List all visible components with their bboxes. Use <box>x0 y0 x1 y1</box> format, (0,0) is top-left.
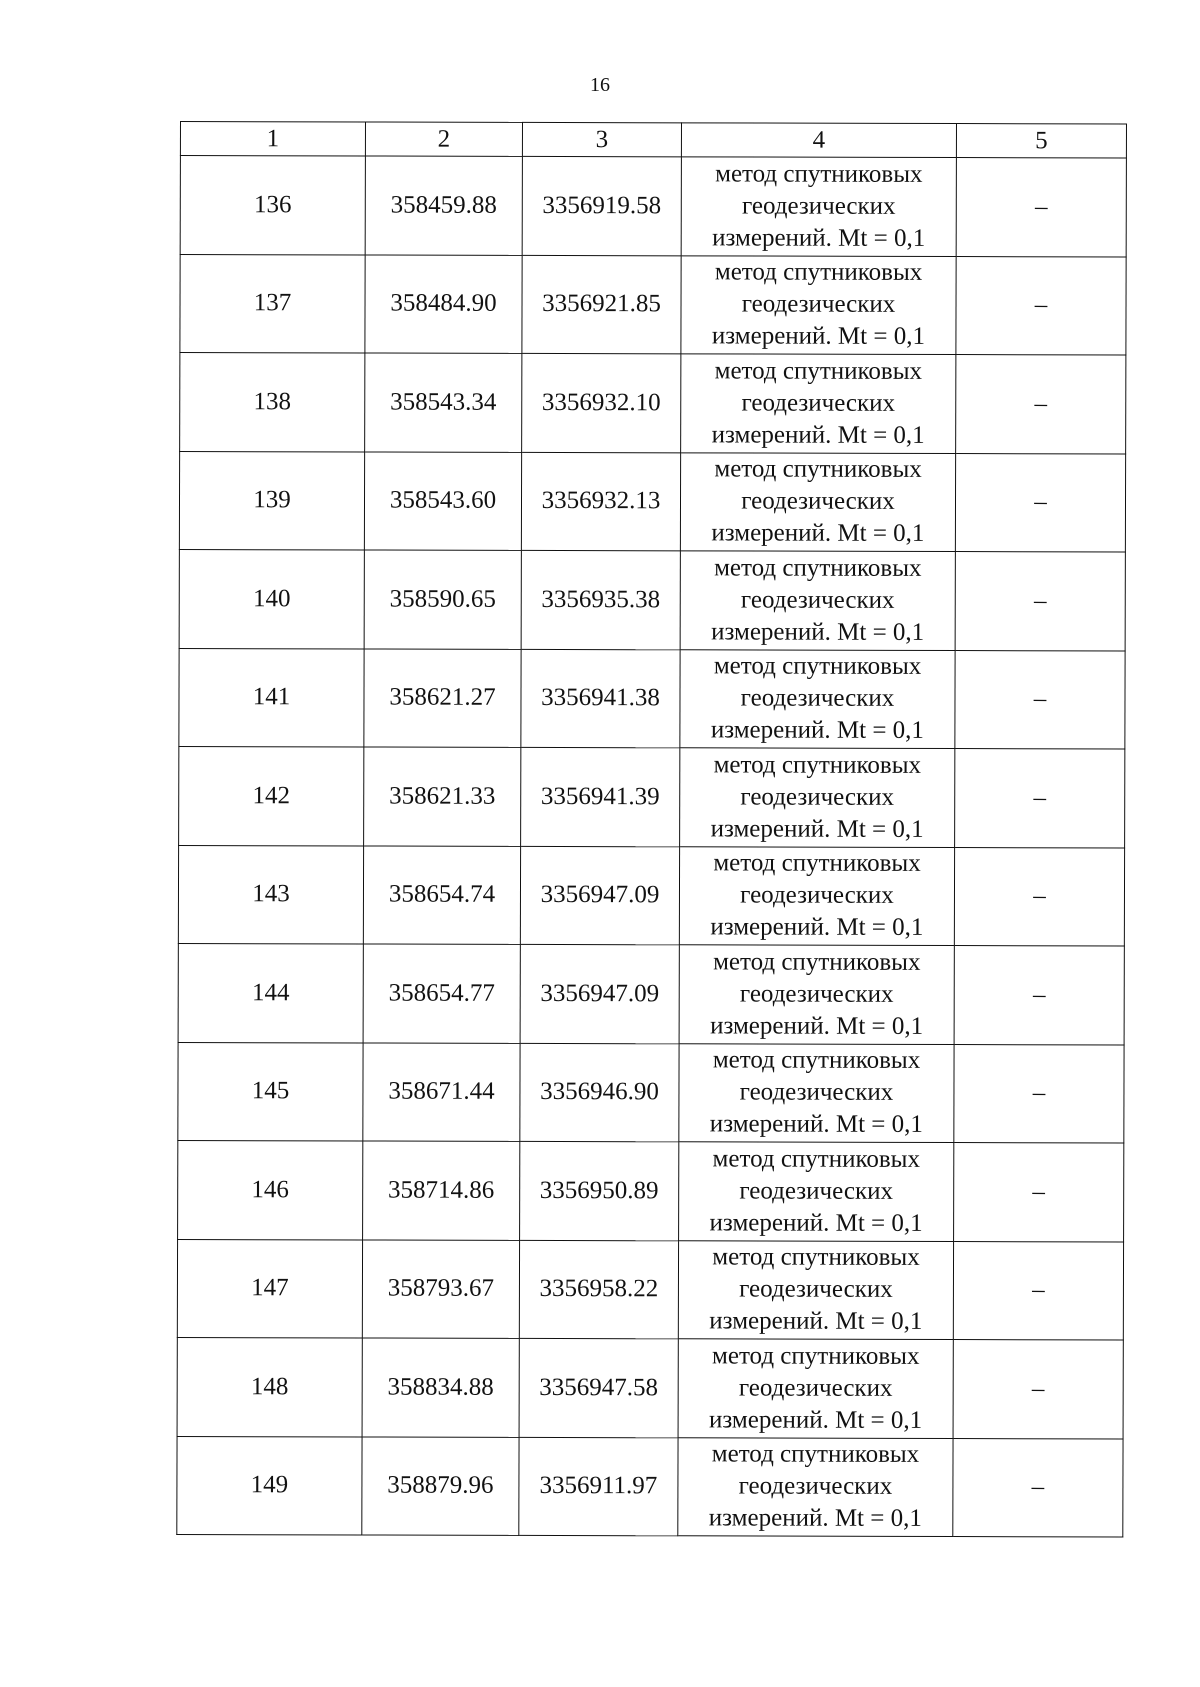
method-cell: метод спутниковых геодезических измерений. Mt = 0,1 <box>680 551 955 650</box>
column-header-5: 5 <box>956 124 1126 158</box>
y-coordinate-cell: 3356911.97 <box>519 1437 678 1536</box>
table-row <box>179 451 1125 552</box>
method-cell: метод спутниковых геодезических измерений. Mt = 0,1 <box>679 1142 954 1241</box>
method-cell: метод спутниковых геодезических измерений. Mt = 0,1 <box>679 945 954 1044</box>
x-coordinate-cell: 358590.65 <box>364 550 521 649</box>
table-row <box>177 1337 1123 1438</box>
method-cell: метод спутниковых геодезических измерений. Mt = 0,1 <box>680 748 955 847</box>
point-number-cell: 136 <box>180 156 365 255</box>
table-row <box>180 254 1126 355</box>
note-cell: – <box>955 453 1125 552</box>
method-cell: метод спутниковых геодезических измерений. Mt = 0,1 <box>681 354 956 453</box>
x-coordinate-cell: 358834.88 <box>362 1338 519 1437</box>
point-number-cell: 138 <box>180 353 365 452</box>
method-cell: метод спутниковых геодезических измерений. Mt = 0,1 <box>679 846 954 945</box>
point-number-cell: 139 <box>179 451 364 550</box>
x-coordinate-cell: 358654.74 <box>363 845 520 944</box>
y-coordinate-cell: 3356947.58 <box>519 1338 678 1437</box>
x-coordinate-cell: 358671.44 <box>363 1042 520 1141</box>
table-row <box>177 1436 1123 1537</box>
point-number-cell: 137 <box>180 254 365 353</box>
y-coordinate-cell: 3356950.89 <box>520 1141 679 1240</box>
note-cell: – <box>956 355 1126 454</box>
note-cell: – <box>953 1340 1123 1439</box>
table-row <box>177 1239 1123 1340</box>
method-cell: метод спутниковых геодезических измерений. Mt = 0,1 <box>681 255 956 354</box>
point-number-cell: 141 <box>179 648 364 747</box>
method-cell: метод спутниковых геодезических измерений. Mt = 0,1 <box>680 649 955 748</box>
x-coordinate-cell: 358621.27 <box>364 648 521 747</box>
table-row <box>178 943 1124 1044</box>
point-number-cell: 142 <box>179 746 364 845</box>
point-number-cell: 145 <box>178 1042 363 1141</box>
method-cell: метод спутниковых геодезических измерений. Mt = 0,1 <box>679 1043 954 1142</box>
table-row <box>180 353 1126 454</box>
note-cell: – <box>956 256 1126 355</box>
column-header-3: 3 <box>522 122 681 156</box>
column-header-2: 2 <box>365 122 522 156</box>
point-number-cell: 144 <box>178 943 363 1042</box>
x-coordinate-cell: 358654.77 <box>363 944 520 1043</box>
table-row <box>179 549 1125 650</box>
note-cell: – <box>955 552 1125 651</box>
y-coordinate-cell: 3356921.85 <box>522 255 681 354</box>
x-coordinate-cell: 358484.90 <box>365 254 522 353</box>
table-header-row <box>180 122 1126 158</box>
y-coordinate-cell: 3356958.22 <box>519 1240 678 1339</box>
point-number-cell: 143 <box>178 845 363 944</box>
x-coordinate-cell: 358793.67 <box>362 1239 519 1338</box>
y-coordinate-cell: 3356941.38 <box>521 649 680 748</box>
table-row <box>178 1140 1124 1241</box>
method-cell: метод спутниковых геодезических измерений. Mt = 0,1 <box>678 1240 953 1339</box>
column-header-1: 1 <box>180 122 365 156</box>
method-cell: метод спутниковых геодезических измерений. Mt = 0,1 <box>681 157 956 256</box>
table-row <box>179 648 1125 749</box>
table-row <box>179 746 1125 847</box>
x-coordinate-cell: 358621.33 <box>364 747 521 846</box>
x-coordinate-cell: 358543.34 <box>365 353 522 452</box>
table-row <box>178 845 1124 946</box>
method-cell: метод спутниковых геодезических измерений. Mt = 0,1 <box>678 1437 953 1536</box>
y-coordinate-cell: 3356947.09 <box>520 944 679 1043</box>
y-coordinate-cell: 3356946.90 <box>520 1043 679 1142</box>
note-cell: – <box>954 1143 1124 1242</box>
table-row <box>180 156 1126 257</box>
point-number-cell: 140 <box>179 549 364 648</box>
point-number-cell: 149 <box>177 1436 362 1535</box>
note-cell: – <box>954 1044 1124 1143</box>
y-coordinate-cell: 3356932.10 <box>522 353 681 452</box>
x-coordinate-cell: 358543.60 <box>364 451 521 550</box>
x-coordinate-cell: 358714.86 <box>363 1141 520 1240</box>
y-coordinate-cell: 3356941.39 <box>521 747 680 846</box>
note-cell: – <box>956 158 1126 257</box>
point-number-cell: 147 <box>177 1239 362 1338</box>
method-cell: метод спутниковых геодезических измерений. Mt = 0,1 <box>678 1339 953 1438</box>
page-number: 16 <box>590 74 610 96</box>
table-row <box>178 1042 1124 1143</box>
note-cell: – <box>954 946 1124 1045</box>
point-number-cell: 146 <box>178 1140 363 1239</box>
point-number-cell: 148 <box>177 1337 362 1436</box>
coordinates-table <box>176 121 1127 1537</box>
note-cell: – <box>953 1241 1123 1340</box>
y-coordinate-cell: 3356947.09 <box>520 846 679 945</box>
note-cell: – <box>955 650 1125 749</box>
method-cell: метод спутниковых геодезических измерений. Mt = 0,1 <box>680 452 955 551</box>
y-coordinate-cell: 3356919.58 <box>522 156 681 255</box>
x-coordinate-cell: 358879.96 <box>362 1436 519 1535</box>
note-cell: – <box>954 847 1124 946</box>
column-header-4: 4 <box>681 123 956 158</box>
x-coordinate-cell: 358459.88 <box>365 156 522 255</box>
note-cell: – <box>953 1438 1123 1537</box>
y-coordinate-cell: 3356935.38 <box>521 550 680 649</box>
y-coordinate-cell: 3356932.13 <box>521 452 680 551</box>
note-cell: – <box>955 749 1125 848</box>
